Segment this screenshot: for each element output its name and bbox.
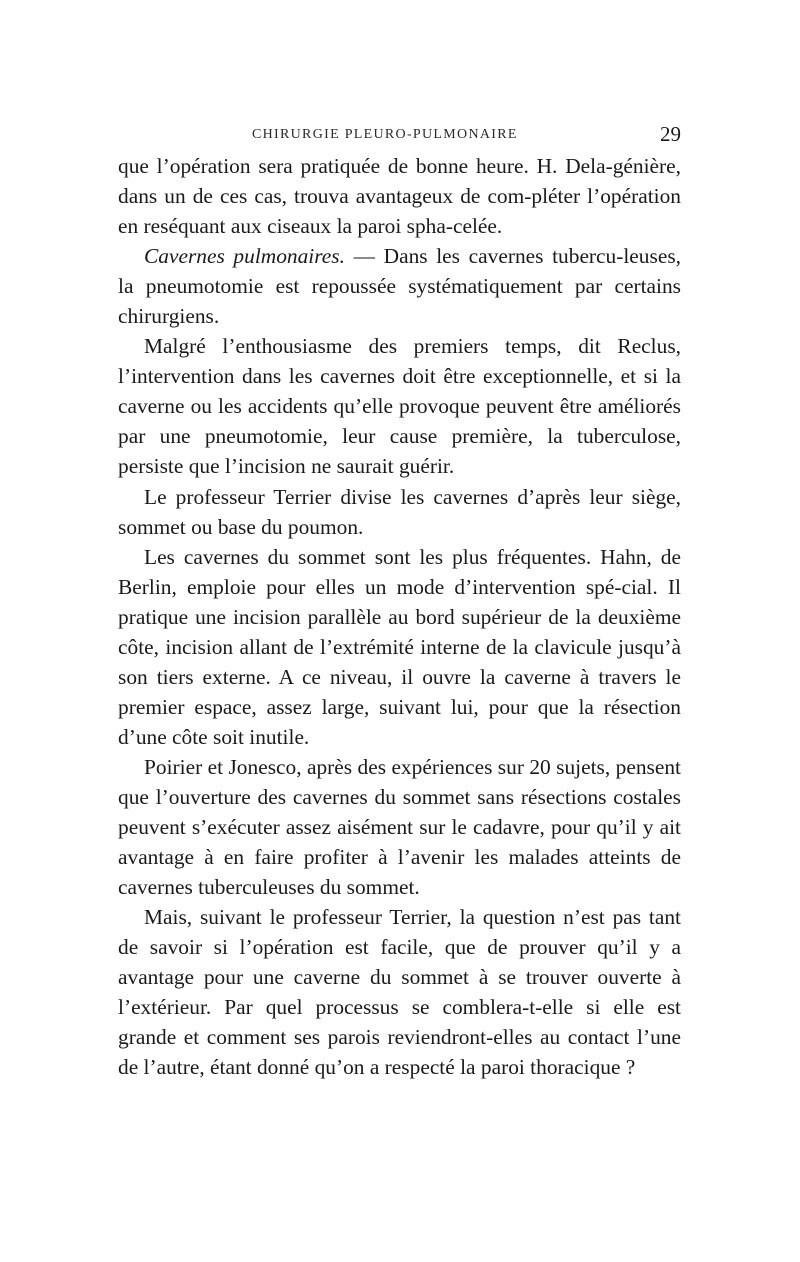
running-title: CHIRURGIE PLEURO-PULMONAIRE bbox=[252, 127, 518, 142]
paragraph-continuation: que l’opération sera pratiquée de bonne heure. H. Dela-génière, dans un de ces cas, trouva avantageux de com-pléter l’opération en reséquant aux ciseaux la paroi spha-celée. bbox=[118, 154, 681, 239]
paragraph-reclus: Malgré l’enthousiasme des premiers temps, dit Reclus, l’intervention dans les cavernes doit être exceptionnelle, et si la caverne ou les accidents qu’elle provoque peuvent être améliorés par une pneumotomie, leur cause première, la tuberculose, persiste que l’incision ne saurait guérir. bbox=[118, 334, 681, 479]
paragraph-cavernes bbox=[118, 241, 681, 331]
section-title-cavernes: Cavernes pulmonaires. bbox=[144, 244, 345, 269]
paragraph-poirier-jonesco: Poirier et Jonesco, après des expériences sur 20 sujets, pensent que l’ouverture des cavernes du sommet sans résections costales peuvent s’exécuter assez aisément sur le cadavre, pour qu’il y ait avantage à en faire profiter à l’avenir les malades atteints de cavernes tuberculeuses du sommet. bbox=[118, 754, 681, 900]
paragraph-hahn: Les cavernes du sommet sont les plus fréquentes. Hahn, de Berlin, emploie pour elles un mode d’intervention spé-cial. Il pratique une incision parallèle au bord supérieur de la deuxième côte, incision allant de l’extrémité interne de la clavicule jusqu’à son tiers externe. A ce niveau, il ouvre la caverne à travers le premier espace, assez large, suivant lui, pour que la résection d’une côte soit inutile. bbox=[118, 544, 681, 749]
body-text bbox=[118, 151, 681, 1082]
section-text-cavernes: — Dans les cavernes tubercu-leuses, la pneumotomie est repoussée systématiquement par certains chirurgiens. bbox=[118, 244, 681, 329]
paragraph-terrier-siege: Le professeur Terrier divise les cavernes d’après leur siège, sommet ou base du poumon. bbox=[118, 484, 681, 539]
page-number: 29 bbox=[660, 122, 681, 146]
page-header bbox=[118, 122, 681, 150]
paragraph-terrier-question: Mais, suivant le professeur Terrier, la question n’est pas tant de savoir si l’opération est facile, que de prouver qu’il y a avantage pour une caverne du sommet à se trouver ouverte à l’extérieur. Par quel processus se comblera-t-elle si elle est grande et comment ses parois reviendront-elles au contact l’une de l’autre, étant donné qu’on a respecté la paroi thoracique ? bbox=[118, 905, 681, 1080]
